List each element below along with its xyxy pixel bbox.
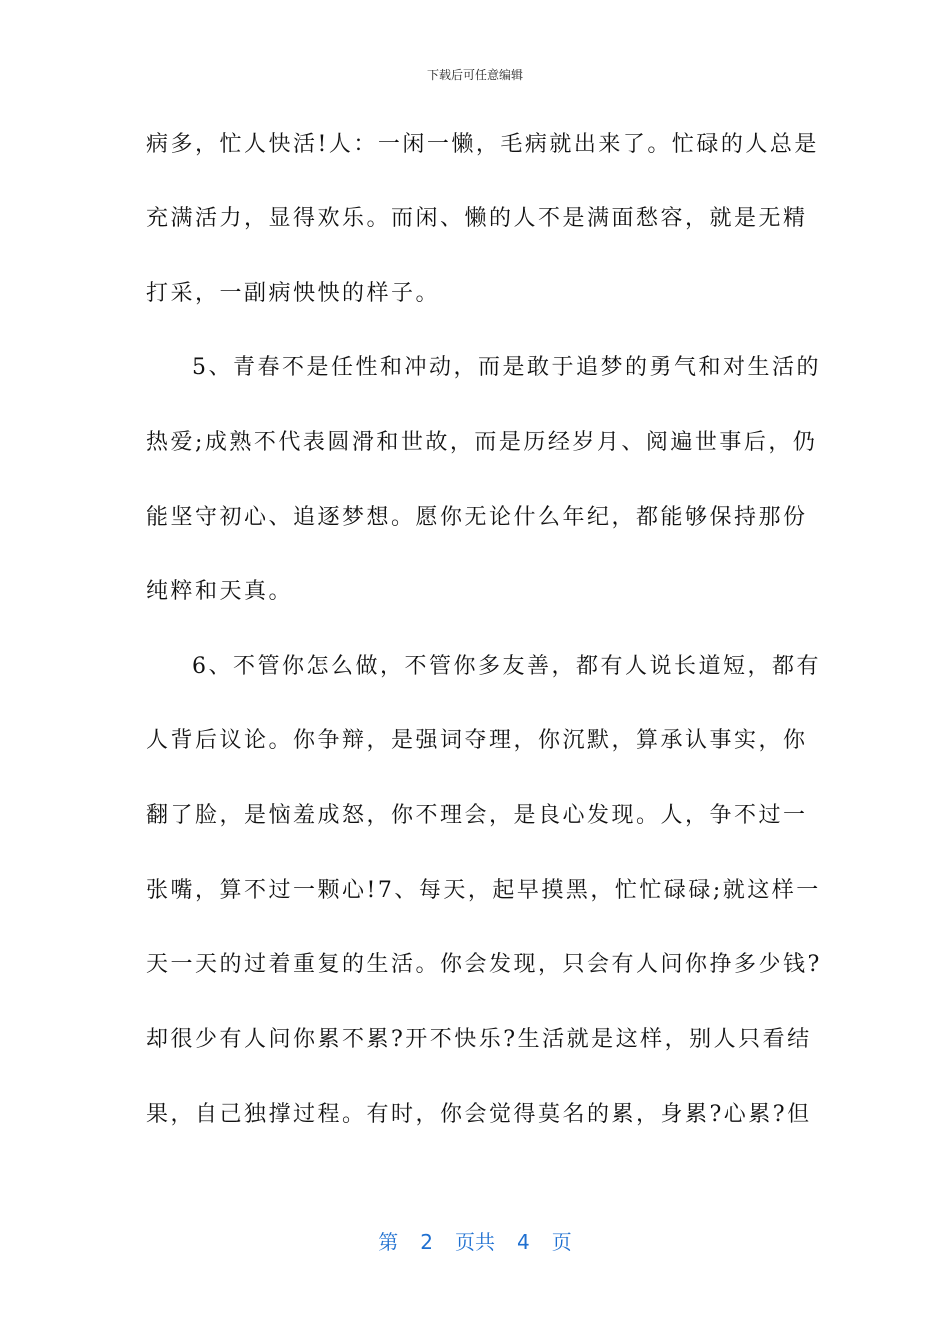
footer-middle: 页共	[455, 1230, 495, 1254]
text-line: 纯粹和天真。	[146, 579, 294, 604]
text-line: 充满活力，显得欢乐。而闲、懒的人不是满面愁容，就是无精	[146, 206, 808, 231]
text-line: 张嘴，算不过一颗心!7、每天，起早摸黑，忙忙碌碌;就这样一	[146, 878, 821, 903]
current-page-number: 2	[420, 1230, 433, 1254]
text-line: 却很少有人问你累不累?开不快乐?生活就是这样，别人只看结	[146, 1027, 812, 1052]
text-line: 人背后议论。你争辩，是强词夺理，你沉默，算承认事实，你	[146, 728, 808, 753]
page-footer	[0, 1226, 950, 1255]
total-pages-number: 4	[517, 1230, 530, 1254]
text-line: 天一天的过着重复的生活。你会发现，只会有人问你挣多少钱?	[146, 952, 822, 977]
text-line: 打采，一副病怏怏的样子。	[146, 281, 441, 306]
text-line: 病多，忙人快活!人：一闲一懒，毛病就出来了。忙碌的人总是	[146, 132, 819, 157]
paragraph-start-line: 6、不管你怎么做，不管你多友善，都有人说长道短，都有	[192, 654, 821, 679]
text-line: 果，自己独撑过程。有时，你会觉得莫名的累，身累?心累?但	[146, 1102, 812, 1127]
footer-prefix: 第	[378, 1230, 399, 1254]
text-line: 能坚守初心、追逐梦想。愿你无论什么年纪，都能够保持那份	[146, 505, 808, 530]
footer-suffix: 页	[551, 1230, 572, 1254]
paragraph-start-line: 5、青春不是任性和冲动，而是敢于追梦的勇气和对生活的	[192, 355, 821, 380]
page-header: 下载后可任意编辑	[426, 68, 523, 82]
text-line: 翻了脸，是恼羞成怒，你不理会，是良心发现。人，争不过一	[146, 803, 808, 828]
text-line: 热爱;成熟不代表圆滑和世故，而是历经岁月、阅遍世事后，仍	[146, 430, 818, 455]
